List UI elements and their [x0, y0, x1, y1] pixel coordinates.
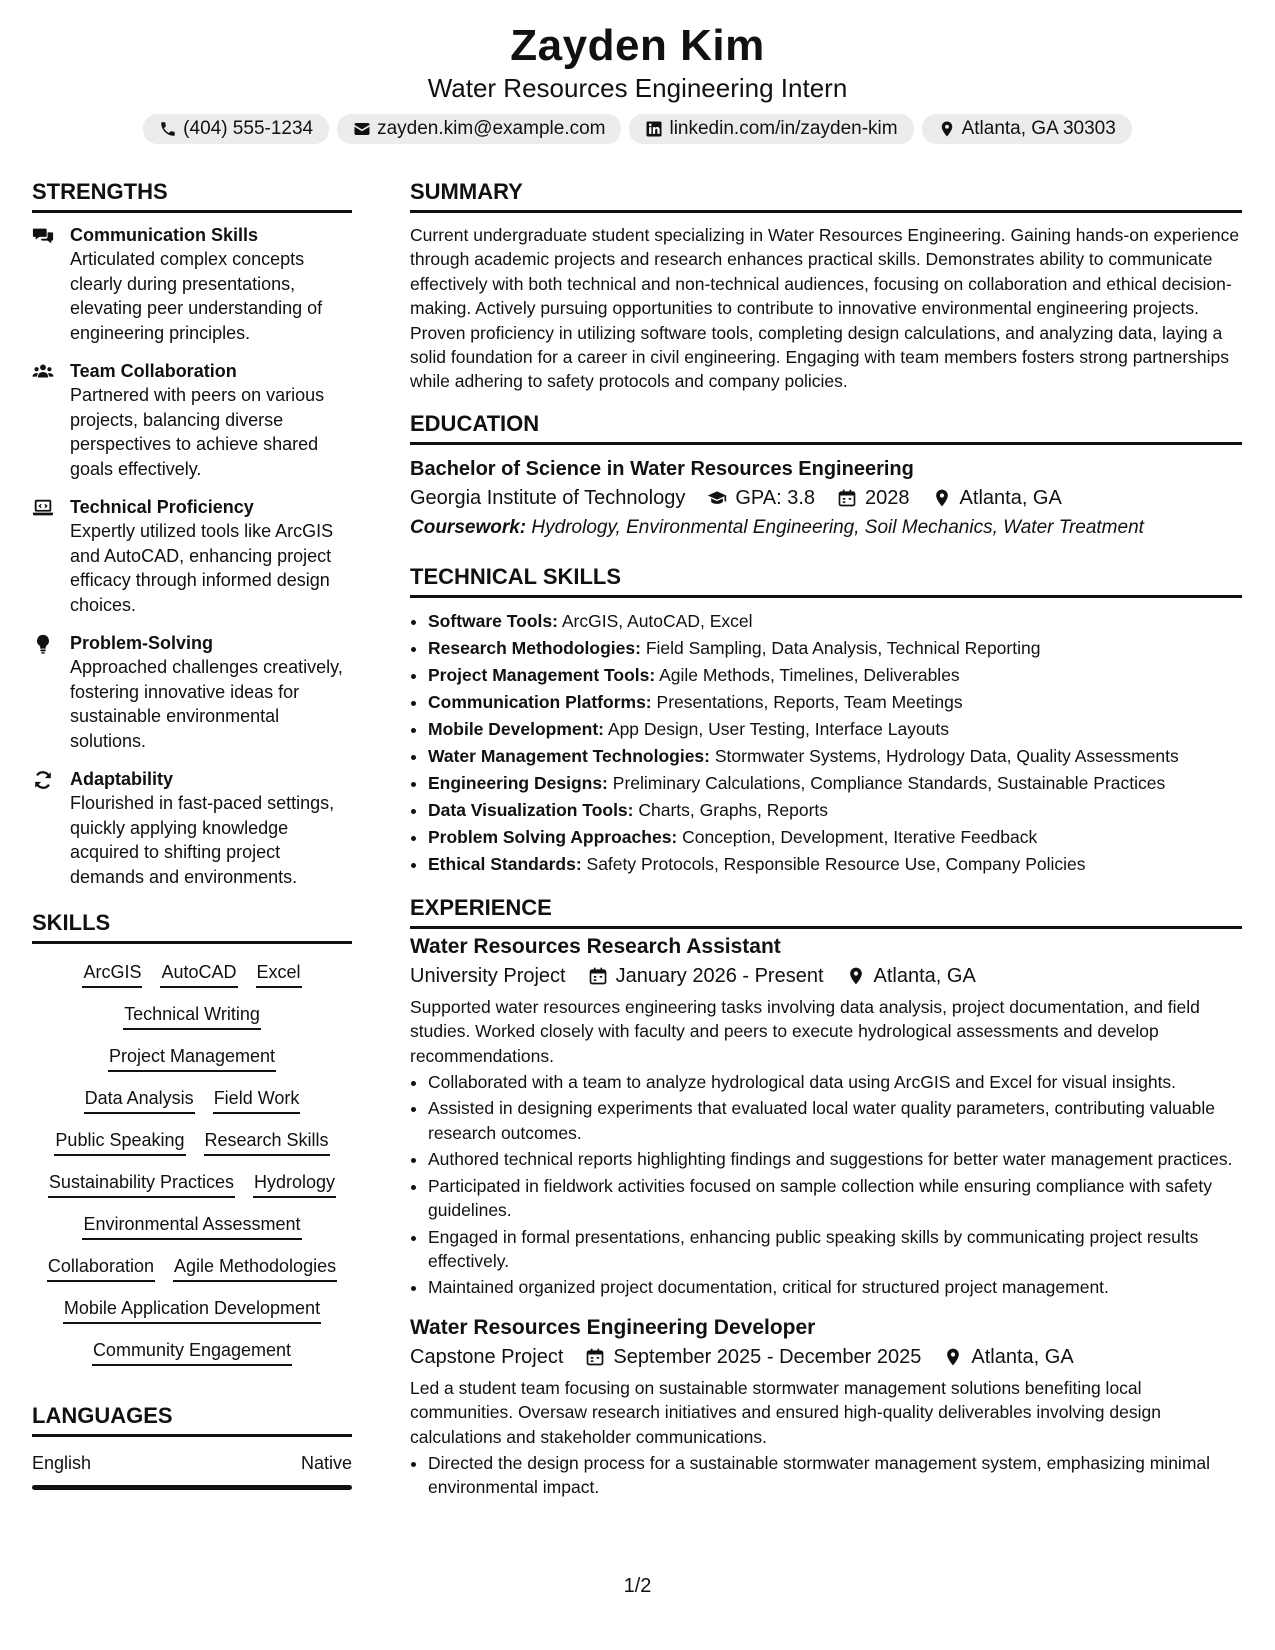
list-item: • Participated in fieldwork activities focused on sample collection while ensuring compliance with safety guidelines.	[428, 1174, 1242, 1223]
contact-linkedin[interactable]	[629, 114, 913, 144]
skill-row	[47, 1254, 337, 1282]
comments-icon	[32, 225, 54, 247]
envelope-icon	[353, 120, 371, 138]
skill-tag: Data Analysis	[84, 1086, 195, 1114]
list-item	[428, 851, 1242, 878]
job-location: Atlanta, GA	[873, 964, 976, 987]
tech-skill-value: Conception, Development, Iterative Feedback	[682, 826, 1038, 847]
language-level: Native	[300, 1453, 352, 1473]
left-column	[32, 178, 352, 1490]
skills-list	[32, 960, 352, 1366]
strength-description: Partnered with peers on various projects, balancing diverse perspectives to achieve shared goals effectively.	[70, 385, 325, 479]
tech-skill-label: Mobile Development:	[428, 718, 604, 739]
contact-linkedin-text: linkedin.com/in/zayden-kim	[669, 118, 898, 139]
strength-description: Expertly utilized tools like ArcGIS and AutoCAD, enhancing project efficacy through informed design choices.	[70, 521, 334, 615]
skill-tag: AutoCAD	[160, 960, 237, 988]
job-bullets	[410, 1451, 1242, 1500]
list-item	[428, 635, 1242, 662]
experience-entry	[410, 1314, 1242, 1500]
list-item	[428, 824, 1242, 851]
job-organization: University Project	[410, 964, 566, 987]
tech-skill-value: Charts, Graphs, Reports	[638, 799, 829, 820]
list-item: • Authored technical reports highlighting findings and suggestions for better water management practices.	[428, 1147, 1242, 1171]
contact-location	[922, 114, 1132, 144]
skill-tag: Research Skills	[204, 1128, 330, 1156]
skill-row	[63, 1296, 321, 1324]
list-item	[428, 770, 1242, 797]
coursework-list: Hydrology, Environmental Engineering, Soil Mechanics, Water Treatment	[531, 516, 1144, 538]
tech-skill-label: Software Tools:	[428, 610, 558, 631]
skill-row	[123, 1002, 261, 1030]
tech-skill-label: Water Management Technologies:	[428, 745, 710, 766]
skill-row	[82, 960, 301, 988]
map-pin-icon	[932, 488, 952, 508]
contact-location-text: Atlanta, GA 30303	[961, 118, 1116, 139]
strength-title: Problem-Solving	[70, 633, 214, 653]
strength-title: Technical Proficiency	[70, 497, 254, 517]
strength-description: Approached challenges creatively, fostering innovative ideas for sustainable environmental solutions.	[70, 657, 343, 751]
map-pin-icon	[938, 120, 956, 138]
tech-skill-value: Safety Protocols, Responsible Resource Use, Company Policies	[586, 853, 1086, 874]
job-location: Atlanta, GA	[971, 1345, 1074, 1368]
language-item	[32, 1451, 352, 1475]
coursework	[410, 513, 1242, 543]
skill-tag: Technical Writing	[123, 1002, 261, 1030]
strength-item	[32, 495, 352, 617]
list-item: • Maintained organized project documentation, critical for structured project management.	[428, 1275, 1242, 1299]
skill-row	[84, 1086, 301, 1114]
calendar-icon	[837, 488, 857, 508]
skill-tag: Field Work	[213, 1086, 301, 1114]
tech-skill-value: Stormwater Systems, Hydrology Data, Quality Assessments	[714, 745, 1179, 766]
job-summary: Led a student team focusing on sustainable stormwater management solutions benefiting local communities. Oversaw research initiatives and ensured high-quality deliverables involving design calculations and stakeholder communications.	[410, 1377, 1161, 1447]
skill-tag: Sustainability Practices	[48, 1170, 235, 1198]
strength-item	[32, 223, 352, 345]
tech-skill-value: App Design, User Testing, Interface Layouts	[607, 718, 950, 739]
tech-skill-label: Problem Solving Approaches:	[428, 826, 678, 847]
gpa: GPA: 3.8	[735, 486, 816, 509]
contact-phone[interactable]	[143, 114, 329, 144]
laptop-code-icon	[32, 497, 54, 519]
strength-description: Articulated complex concepts clearly during presentations, elevating peer understanding of engineering principles.	[70, 249, 323, 343]
tech-skill-label: Research Methodologies:	[428, 637, 641, 658]
skill-tag: Collaboration	[47, 1254, 155, 1282]
education-location: Atlanta, GA	[959, 486, 1062, 509]
strength-title: Adaptability	[70, 769, 174, 789]
languages-heading: LANGUAGES	[32, 1402, 352, 1437]
skill-tag: Hydrology	[253, 1170, 336, 1198]
tech-skill-value: Presentations, Reports, Team Meetings	[656, 691, 963, 712]
coursework-label: Coursework:	[410, 516, 527, 538]
education-meta	[410, 483, 1242, 513]
graduation-year: 2028	[865, 486, 910, 509]
right-column	[410, 178, 1242, 1514]
users-icon	[32, 361, 54, 383]
job-summary: Supported water resources engineering tasks involving data analysis, project documentation, and field studies. Worked closely with faculty and peers to execute hydrological assessments and develop recommendations.	[410, 996, 1200, 1066]
linkedin-icon	[645, 120, 663, 138]
tech-skill-label: Project Management Tools:	[428, 664, 656, 685]
list-item	[428, 689, 1242, 716]
language-name: English	[32, 1453, 92, 1473]
skill-tag: Community Engagement	[92, 1338, 292, 1366]
skill-row	[108, 1044, 276, 1072]
job-bullets	[410, 1070, 1242, 1300]
job-meta	[410, 961, 1242, 991]
skill-tag: Excel	[256, 960, 302, 988]
tech-skill-value: ArcGIS, AutoCAD, Excel	[561, 610, 753, 631]
resume-header	[0, 0, 1275, 144]
sync-icon	[32, 769, 54, 791]
list-item	[428, 743, 1242, 770]
skill-row	[54, 1128, 329, 1156]
map-pin-icon	[943, 1347, 963, 1367]
tech-skill-label: Communication Platforms:	[428, 691, 652, 712]
candidate-headline: Water Resources Engineering Intern	[427, 73, 848, 103]
contact-email-text: zayden.kim@example.com	[377, 118, 606, 139]
strength-item	[32, 359, 352, 481]
experience-heading: EXPERIENCE	[410, 894, 1242, 929]
tech-skill-value: Field Sampling, Data Analysis, Technical Reporting	[645, 637, 1041, 658]
experience-entry	[410, 933, 1242, 1300]
lightbulb-icon	[32, 633, 54, 655]
strength-title: Team Collaboration	[70, 361, 237, 381]
list-item: • Directed the design process for a sustainable stormwater management system, emphasizing minimal environmental impact.	[428, 1451, 1242, 1500]
tech-skill-label: Engineering Designs:	[428, 772, 608, 793]
strength-description: Flourished in fast-paced settings, quickly applying knowledge acquired to shifting project demands and environments.	[70, 793, 335, 887]
list-item: • Collaborated with a team to analyze hydrological data using ArcGIS and Excel for visual insights.	[428, 1070, 1242, 1094]
list-item	[428, 608, 1242, 635]
contact-bar	[0, 114, 1275, 144]
strength-title: Communication Skills	[70, 225, 259, 245]
strength-item	[32, 767, 352, 889]
list-item	[428, 662, 1242, 689]
strengths-heading: STRENGTHS	[32, 178, 352, 213]
skill-tag: Public Speaking	[54, 1128, 185, 1156]
job-title: Water Resources Engineering Developer	[410, 1315, 816, 1339]
page-number: 1/2	[623, 1575, 652, 1597]
degree-title: Bachelor of Science in Water Resources Engineering	[410, 457, 914, 480]
skill-tag: Project Management	[108, 1044, 276, 1072]
technical-skills-list	[410, 608, 1242, 878]
calendar-icon	[585, 1347, 605, 1367]
tech-skill-label: Data Visualization Tools:	[428, 799, 634, 820]
skill-row	[92, 1338, 292, 1366]
list-item	[428, 797, 1242, 824]
job-meta	[410, 1342, 1242, 1372]
phone-icon	[159, 120, 177, 138]
candidate-name: Zayden Kim	[510, 21, 765, 70]
skill-tag: ArcGIS	[82, 960, 142, 988]
job-title: Water Resources Research Assistant	[410, 934, 781, 958]
map-pin-icon	[846, 966, 866, 986]
tech-skill-value: Preliminary Calculations, Compliance Standards, Sustainable Practices	[612, 772, 1166, 793]
list-item: • Engaged in formal presentations, enhancing public speaking skills by communicating project results effectively.	[428, 1225, 1242, 1274]
job-dates: September 2025 - December 2025	[613, 1345, 922, 1368]
skill-tag: Agile Methodologies	[173, 1254, 337, 1282]
list-item	[428, 716, 1242, 743]
job-dates: January 2026 - Present	[615, 964, 824, 987]
tech-skill-label: Ethical Standards:	[428, 853, 582, 874]
summary-text: Current undergraduate student specializing in Water Resources Engineering. Gaining hands-on experience through academic projects and research enhances practical skills. Demonstrates ability to communicate effectively with both technical and non-technical audiences, focusing on collaboration and ethical decision-making. Actively pursuing opportunities to contribute to innovative environmental engineering projects. Proven proficiency in utilizing software tools, completing design calculations, and analyzing data, laying a solid foundation for a career in civil engineering. Engaging with team members fosters strong partnerships while adhering to safety protocols and company policies.	[410, 225, 1240, 392]
skills-heading: SKILLS	[32, 909, 352, 944]
job-organization: Capstone Project	[410, 1345, 564, 1368]
calendar-icon	[588, 966, 608, 986]
skill-tag: Environmental Assessment	[82, 1212, 301, 1240]
language-proficiency-bar	[32, 1485, 352, 1490]
skill-row	[48, 1170, 336, 1198]
technical-skills-heading: TECHNICAL SKILLS	[410, 563, 1242, 598]
contact-phone-text: (404) 555-1234	[183, 118, 314, 139]
list-item: • Assisted in designing experiments that evaluated local water quality parameters, contributing valuable research outcomes.	[428, 1096, 1242, 1145]
education-heading: EDUCATION	[410, 410, 1242, 445]
tech-skill-value: Agile Methods, Timelines, Deliverables	[659, 664, 960, 685]
contact-email[interactable]	[337, 114, 621, 144]
strength-item	[32, 631, 352, 753]
skill-tag: Mobile Application Development	[63, 1296, 321, 1324]
skill-row	[82, 1212, 301, 1240]
graduation-cap-icon	[707, 488, 727, 508]
school-name: Georgia Institute of Technology	[410, 486, 686, 509]
summary-heading: SUMMARY	[410, 178, 1242, 213]
